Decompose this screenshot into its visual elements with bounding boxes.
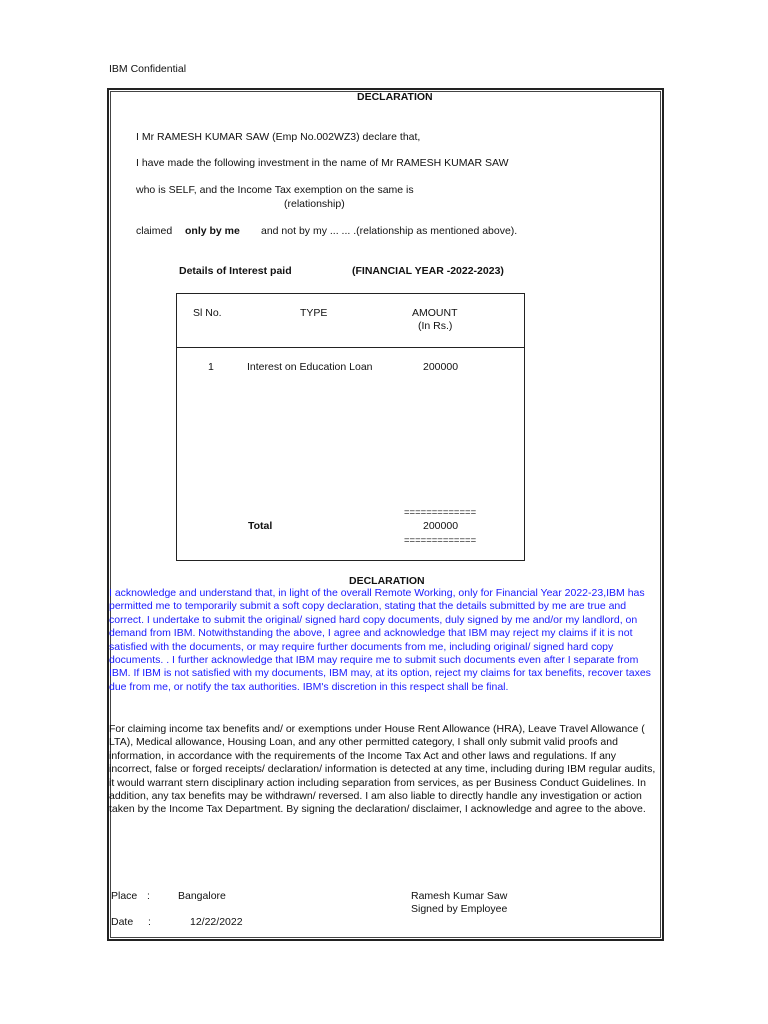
date-value: 12/22/2022 [190, 916, 243, 928]
total-separator-bottom: ============= [404, 535, 477, 546]
place-label: Place [111, 890, 138, 902]
declaration-2-title: DECLARATION [349, 575, 425, 587]
table-header-type: TYPE [300, 307, 328, 319]
remote-working-acknowledgement: I acknowledge and understand that, in light of the overall Remote Working, only for Financial Year 2022-23,IBM has permitted me to temporarily submit a soft copy declaration, stating that the details submitted by me are true and correct. I undertake to submit the original/ signed hard copy documents, duly signed by me and/or my landlord, on demand from IBM. Notwithstanding the above, I agree and acknowledge that IBM may reject my claims if it is not satisfied with the documents, or may require further documents from me, including original/ signed hard copy documents. . I further acknowledge that IBM may require me to submit such documents even after I separate from IBM. If IBM is not satisfied with my documents, IBM may, at its option, reject my claims for tax benefits, recover taxes due from me, or notify the tax authorities. IBM's discretion in this respect shall be final. [109, 587, 651, 693]
interest-table [176, 293, 525, 561]
date-colon: : [148, 916, 151, 928]
total-label: Total [248, 520, 273, 532]
employee-name: Ramesh Kumar Saw [411, 890, 508, 902]
table-row-amount: 200000 [423, 361, 459, 373]
declaration-title: DECLARATION [357, 91, 433, 103]
tax-benefits-disclaimer: For claiming income tax benefits and/ or exemptions under House Rent Allowance (HRA), Leave Travel Allowance ( LTA), Medical allowance, Housing Loan, and any other permitted category, I shall only submit valid proofs and information, in accordance with the requirements of the Income Tax Act and other laws and regulations. If any incorrect, false or forged receipts/ declaration/ information is detected at any time, including during IBM regular audits, it would warrant stern disciplinary action including separation from services, as per Business Conduct Guidelines. In addition, any tax benefits may be withdrawn/ reversed. I am also liable to directly handle any investigation or action taken by the Income Tax Department. By signing the declaration/ disclaimer, I acknowledge and agree to the above. [109, 723, 656, 816]
table-header-amount: AMOUNT [412, 307, 458, 319]
intro-line-3: who is SELF, and the Income Tax exemption on the same is [136, 184, 414, 196]
place-colon: : [147, 890, 150, 902]
details-title: Details of Interest paid [179, 265, 292, 277]
table-row-type: Interest on Education Loan [247, 361, 373, 373]
claimed-prefix: claimed [136, 225, 173, 237]
signed-by-employee: Signed by Employee [411, 903, 508, 915]
claimed-only-by-me: only by me [185, 225, 240, 237]
intro-line-2: I have made the following investment in the name of Mr RAMESH KUMAR SAW [136, 157, 509, 169]
table-header-amount-unit: (In Rs.) [418, 320, 453, 332]
intro-line-1: I Mr RAMESH KUMAR SAW (Emp No.002WZ3) declare that, [136, 131, 421, 143]
table-row-sl-no: 1 [208, 361, 214, 373]
claimed-suffix: and not by my ... ... .(relationship as mentioned above). [261, 225, 518, 237]
place-value: Bangalore [178, 890, 226, 902]
table-header-sl-no: Sl No. [193, 307, 222, 319]
date-label: Date [111, 916, 134, 928]
total-separator-top: ============= [404, 507, 477, 518]
table-header-divider [176, 347, 525, 348]
confidential-label: IBM Confidential [109, 63, 187, 75]
total-amount: 200000 [423, 520, 459, 532]
relationship-hint: (relationship) [284, 198, 345, 210]
financial-year: (FINANCIAL YEAR -2022-2023) [352, 265, 504, 277]
